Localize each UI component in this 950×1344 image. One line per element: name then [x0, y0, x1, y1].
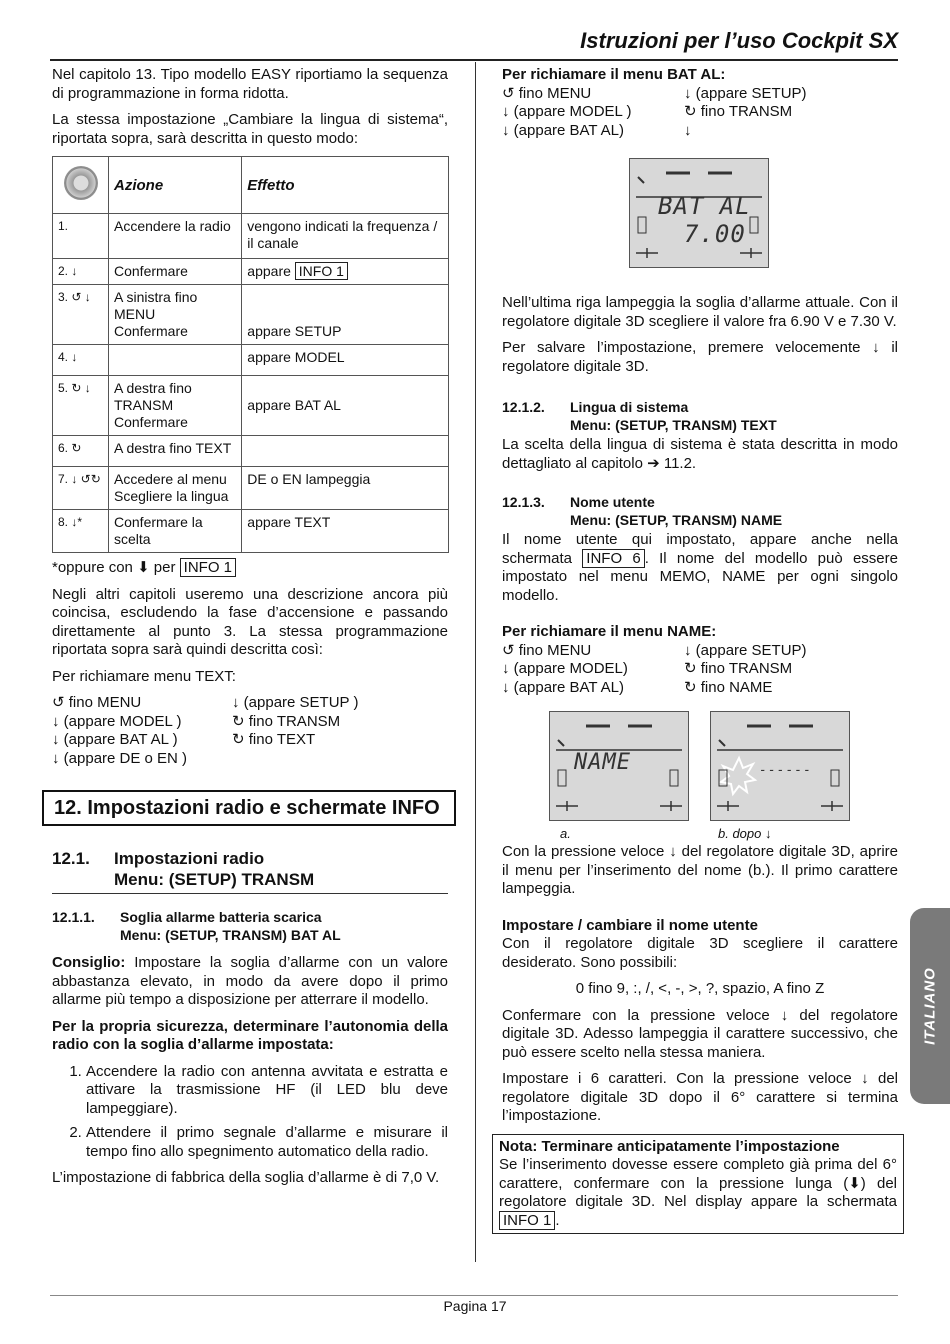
list-item: 2. Attendere il primo segnale d’allarme e misurare il tempo fino allo spegnimento automatico della radio.	[86, 1124, 448, 1161]
heading-menu: Menu: (SETUP, TRANSM) TEXT	[570, 417, 777, 433]
action-line-2: Confermare	[114, 323, 188, 339]
menu-step: ↓	[684, 121, 692, 139]
note-text	[499, 1156, 897, 1230]
table-footnote	[52, 559, 448, 578]
menu-step: ↺ fino MENU	[52, 694, 142, 711]
intro-paragraph: Nel capitolo 13. Tipo modello EASY riportiamo la sequenza di programmazione in forma ridotta.	[52, 66, 448, 102]
dial-icon	[64, 166, 98, 200]
subheading: Impostare / cambiare il nome utente	[502, 916, 758, 934]
menu-step: ↻ fino TRANSM	[232, 712, 341, 730]
step-action: Confermare	[109, 259, 242, 285]
step-num: 4. ↓	[53, 345, 109, 376]
menu-step: ↓ (appare BAT AL)	[502, 678, 625, 696]
action-line: A destra fino TRANSM	[114, 380, 192, 413]
step-action: Accendere la radio	[109, 214, 242, 259]
consiglio-text: Impostare la soglia d’allarme con un valore abbastanza elevato, in modo da avere dopo il primo allarme più tempo a disposizione per atterrare il modello.	[52, 954, 448, 1008]
section-12-1-2-heading	[502, 398, 898, 434]
menu-step: ↓ (appare BAT AL )	[52, 731, 178, 748]
menu-step: ↓ (appare MODEL )	[52, 712, 182, 730]
action-line-2: Confermare	[114, 414, 188, 430]
heading-text: Impostazioni radio	[114, 849, 265, 868]
table-row	[53, 259, 449, 285]
note-heading: Nota: Terminare anticipatamente l’impostazione	[499, 1137, 840, 1155]
menu-step: ↻ fino NAME	[684, 678, 773, 696]
lcd-display-b	[710, 711, 850, 821]
step-effect: appare TEXT	[242, 510, 449, 553]
step-num: 5. ↻ ↓	[53, 376, 109, 436]
heading-menu: Menu: (SETUP, TRANSM) NAME	[570, 512, 783, 528]
step-effect	[242, 259, 449, 285]
step-num: 1.	[53, 214, 109, 259]
paragraph: Per richiamare menu TEXT:	[52, 667, 236, 685]
paragraph: La scelta della lingua di sistema è stata descritta in modo dettagliato al capitolo ➔ 11.2.	[502, 436, 898, 472]
action-line: Accedere al menu	[114, 471, 227, 487]
heading-number: 12.1.2.	[502, 399, 545, 415]
header-effect: Effetto	[242, 157, 449, 214]
heading-number: 12.1.3.	[502, 494, 545, 510]
menu-step: ↓ (appare BAT AL)	[502, 121, 625, 139]
table-row	[53, 376, 449, 436]
caption-b: b. dopo ↓	[718, 826, 772, 841]
menu-step: ↓ (appare SETUP )	[232, 694, 359, 711]
safety-list	[52, 1063, 448, 1162]
step-num: 3. ↺ ↓	[53, 285, 109, 345]
step-num: 6. ↻	[53, 436, 109, 467]
step-effect: appare SETUP	[242, 285, 449, 345]
step-action	[109, 285, 242, 345]
step-num: 7. ↓ ↺↻	[53, 467, 109, 510]
page-number: Pagina 17	[443, 1298, 507, 1314]
table-row	[53, 467, 449, 510]
menu-step: ↓ (appare MODEL )	[502, 103, 632, 120]
paragraph: Con la pressione veloce ↓ del regolatore digitale 3D, aprire il menu per l’inserimento del nome (b.). Il primo carattere lampeggia.	[502, 843, 898, 897]
menu-sequence	[52, 694, 448, 768]
paragraph: Impostare i 6 caratteri. Con la pressione veloce ↓ del regolatore digitale 3D dopo il 6° carattere si termina l’impostazione.	[502, 1070, 898, 1124]
paragraph: Con il regolatore digitale 3D scegliere il carattere desiderato. Sono possibili:	[502, 935, 898, 971]
menu-step: ↓ (appare DE o EN )	[52, 749, 188, 767]
step-action: A destra fino TEXT	[109, 436, 242, 467]
column-divider	[475, 62, 476, 1262]
table-header	[53, 157, 449, 214]
paragraph	[502, 531, 898, 605]
step-action	[109, 376, 242, 436]
consiglio-paragraph	[52, 954, 448, 1010]
menu-step: ↺ fino MENU	[502, 84, 592, 102]
heading-number: 12.1.1.	[52, 909, 95, 925]
text: . Il nome del modello può essere impostato nel menu MEMO, NAME per ogni singolo modello.	[502, 549, 898, 604]
left-column	[52, 66, 448, 1196]
heading-menu: Menu: (SETUP, TRANSM) BAT AL	[120, 927, 341, 943]
lcd-text-voltage: 7.00	[684, 220, 746, 248]
menu-sequence	[502, 85, 898, 141]
caption-a: a.	[560, 826, 571, 841]
action-line-2: Scegliere la lingua	[114, 488, 229, 504]
section-12-title: 12. Impostazioni radio e schermate INFO	[42, 790, 456, 826]
info-box: INFO 1	[295, 262, 348, 280]
menu-step: ↓ (appare MODEL)	[502, 660, 628, 677]
lcd-display-a	[549, 711, 689, 821]
footer-rule	[50, 1295, 898, 1296]
step-action	[109, 467, 242, 510]
note-box	[492, 1134, 904, 1235]
section-12-1-1-heading	[52, 908, 448, 944]
paragraph: Confermare con la pressione veloce ↓ del regolatore digitale 3D. Adesso lampeggia il carattere successivo, che può essere scelto nella stessa maniera.	[502, 1006, 898, 1061]
step-action: Confermare la scelta	[109, 510, 242, 553]
heading-text: Nome utente	[570, 494, 655, 510]
header-rule	[50, 59, 898, 61]
intro-paragraph-2: La stessa impostazione „Cambiare la lingua di sistema“, riportata sopra, sarà descritta in questo modo:	[52, 111, 448, 147]
action-line: A sinistra fino MENU	[114, 289, 198, 322]
lcd-text-name: NAME	[574, 750, 631, 775]
info-box: INFO 1	[499, 1211, 555, 1230]
paragraph: Negli altri capitoli useremo una descrizione ancora più coincisa, escludendo la fase d’accensione e passando direttamente al punto 3. La stessa programmazione riportata sopra sarà quindi descritta così:	[52, 585, 448, 658]
steps-table	[52, 156, 449, 553]
section-12-1-heading	[52, 848, 448, 894]
heading-text: Soglia allarme batteria scarica	[120, 909, 322, 925]
step-effect: appare BAT AL	[242, 376, 449, 436]
menu-heading: Per richiamare il menu NAME:	[502, 623, 717, 640]
lcd-text-dashes: ------	[759, 763, 812, 778]
side-tab-label: ITALIANO	[921, 967, 939, 1045]
step-effect: DE o EN lampeggia	[242, 467, 449, 510]
step-num: 2. ↓	[53, 259, 109, 285]
table-row	[53, 436, 449, 467]
menu-sequence	[502, 642, 898, 698]
language-side-tab	[910, 908, 950, 1104]
menu-step: ↓ (appare SETUP)	[684, 84, 807, 102]
lcd-text-batal: BAT AL	[658, 192, 751, 220]
step-effect: vengono indicati la frequenza / il canale	[242, 214, 449, 259]
dial-icon-cell	[53, 157, 109, 214]
list-item: 1. Accendere la radio con antenna avvitata e estratta e attivare la trasmissione HF (il LED blu deve lampeggiare).	[86, 1063, 448, 1119]
consiglio-label: Consiglio:	[52, 954, 126, 971]
step-action	[109, 345, 242, 376]
menu-heading: Per richiamare il menu BAT AL:	[502, 66, 726, 83]
menu-step: ↻ fino TRANSM	[684, 103, 793, 120]
menu-step: ↺ fino MENU	[502, 641, 592, 659]
menu-step	[232, 750, 432, 769]
section-12-1-3-heading	[502, 493, 898, 529]
text: Il nome utente qui impostato, appare anche nella schermata	[502, 531, 898, 567]
lcd-figure-2	[502, 703, 898, 843]
menu-step: ↓ (appare SETUP)	[684, 641, 807, 659]
page-header-title: Istruzioni per l’uso Cockpit SX	[580, 28, 898, 53]
heading-number: 12.1.	[52, 849, 90, 868]
table-row	[53, 345, 449, 376]
paragraph: Per salvare l’impostazione, premere velocemente ↓ il regolatore digitale 3D.	[502, 339, 898, 375]
step-effect: appare MODEL	[242, 345, 449, 376]
right-column	[499, 66, 898, 1234]
lcd-figure-1	[502, 146, 898, 288]
paragraph: Nell’ultima riga lampeggia la soglia d’allarme attuale. Con il regolatore digitale 3D scegliere il valore fra 6.90 V e 7.30 V.	[502, 294, 898, 330]
text: .	[555, 1211, 560, 1229]
info-box: INFO 1	[180, 558, 236, 577]
menu-step: ↻ fino TRANSM	[684, 660, 793, 677]
menu-step: ↻ fino TEXT	[232, 731, 316, 748]
info-box: INFO 6	[582, 549, 644, 568]
paragraph: L’impostazione di fabbrica della soglia d’allarme è di 7,0 V.	[52, 1169, 440, 1186]
heading-menu: Menu: (SETUP) TRANSM	[114, 870, 315, 889]
table-row	[53, 285, 449, 345]
header-action: Azione	[109, 157, 242, 214]
footnote-text: *oppure con ⬇ per	[52, 559, 176, 576]
step-effect	[242, 436, 449, 467]
chars-list: 0 fino 9, :, /, <, -, >, ?, spazio, A fino Z	[575, 980, 825, 997]
table-row	[53, 510, 449, 553]
heading-text: Lingua di sistema	[570, 399, 689, 415]
effect-text: appare	[247, 263, 291, 279]
text: Se l’inserimento dovesse essere completo già prima del 6° carattere, confermare con la pressione lunga (⬇) del regolatore digitale 3D. Nel display appare la schermata	[499, 1156, 897, 1210]
safety-heading: Per la propria sicurezza, determinare l’autonomia della radio con la soglia d’allarme impostata:	[52, 1017, 448, 1053]
step-num: 8. ↓*	[53, 510, 109, 553]
lcd-display	[629, 158, 769, 268]
table-row	[53, 214, 449, 259]
